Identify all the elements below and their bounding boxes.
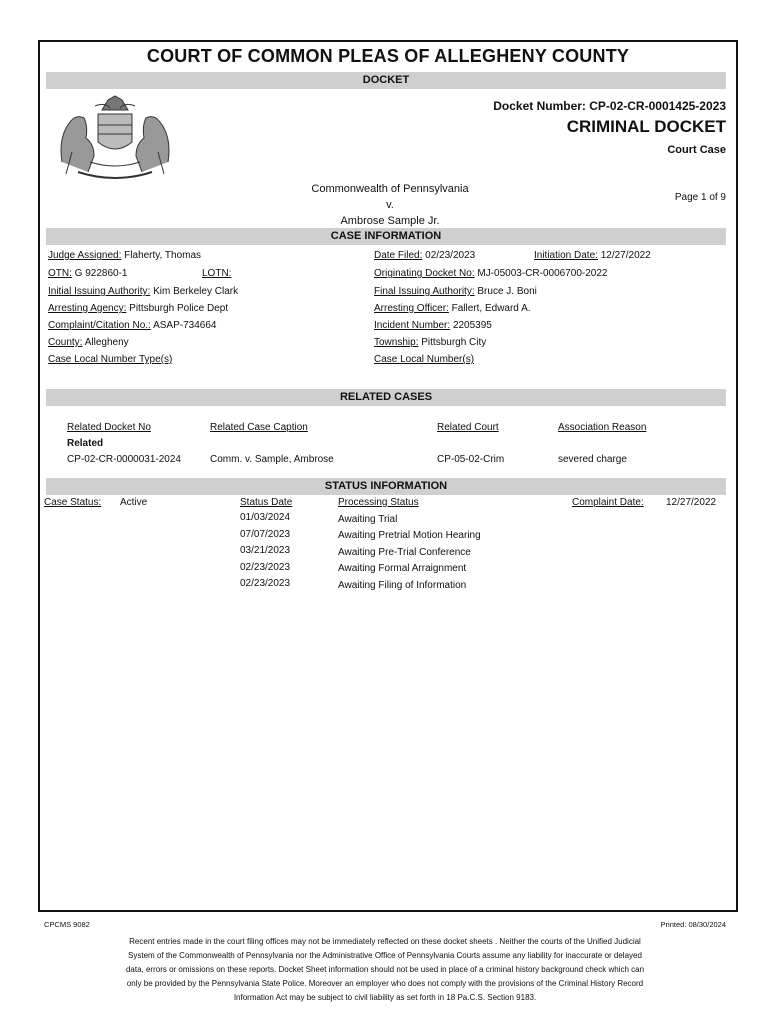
- status-date: 01/03/2024: [240, 512, 291, 523]
- disclaimer-line: only be provided by the Pennsylvania State Police. Moreover an employer who does not comply with the provisions of the Criminal History Record: [126, 979, 644, 988]
- processing-status: Awaiting Trial: [338, 514, 398, 525]
- status-date: 02/23/2023: [240, 578, 291, 589]
- col-status-date: Status Date: [240, 497, 293, 508]
- related-docket-value: CP-02-CR-0000031-2024: [67, 454, 181, 465]
- case-status-value: Active: [120, 497, 148, 508]
- lotn: LOTN:: [202, 268, 232, 279]
- processing-status: Awaiting Pretrial Motion Hearing: [338, 530, 481, 541]
- incident-number: Incident Number: 2205395: [374, 320, 492, 331]
- initial-issuing-authority: Initial Issuing Authority: Kim Berkeley Clark: [48, 286, 239, 297]
- case-local-number-type: Case Local Number Type(s): [48, 354, 173, 365]
- printed-date: Printed: 08/30/2024: [660, 920, 726, 929]
- processing-status: Awaiting Formal Arraignment: [338, 563, 467, 574]
- disclaimer-line: Recent entries made in the court filing offices may not be immediately reflected on these docket sheets . Neither the courts of the Unified Judicial: [129, 937, 641, 946]
- processing-status: Awaiting Filing of Information: [338, 580, 467, 591]
- status-information-bar: STATUS INFORMATION: [46, 478, 726, 495]
- page-indicator: Page 1 of 9: [674, 192, 726, 203]
- col-related-court: Related Court: [437, 422, 499, 433]
- disclaimer-line: Information Act may be subject to civil liability as set forth in 18 Pa.C.S. Section 9183.: [233, 993, 537, 1002]
- final-issuing-authority: Final Issuing Authority: Bruce J. Boni: [374, 286, 537, 297]
- caption-line-2: v.: [386, 199, 394, 211]
- col-related-caption: Related Case Caption: [210, 422, 308, 433]
- complaint-date-value: 12/27/2022: [666, 497, 717, 508]
- col-processing-status: Processing Status: [338, 497, 419, 508]
- court-title: COURT OF COMMON PLEAS OF ALLEGHENY COUNTY: [146, 46, 630, 66]
- docket-type: CRIMINAL DOCKET: [566, 117, 726, 136]
- processing-status: Awaiting Pre-Trial Conference: [338, 547, 471, 558]
- related-court-value: CP-05-02-Crim: [437, 454, 505, 465]
- related-group-label: Related: [67, 438, 104, 449]
- status-date: 02/23/2023: [240, 562, 291, 573]
- initiation-date: Initiation Date: 12/27/2022: [534, 250, 651, 261]
- col-association-reason: Association Reason: [558, 422, 647, 433]
- judge-assigned: Judge Assigned: Flaherty, Thomas: [48, 250, 202, 261]
- case-information-bar: CASE INFORMATION: [46, 228, 726, 245]
- arresting-officer: Arresting Officer: Fallert, Edward A.: [374, 303, 531, 314]
- complaint-citation: Complaint/Citation No.: ASAP-734664: [48, 320, 217, 331]
- col-related-docket: Related Docket No: [67, 422, 151, 433]
- originating-docket: Originating Docket No: MJ-05003-CR-0006700-2022: [374, 268, 608, 279]
- county: County: Allegheny: [48, 337, 129, 348]
- court-case-label: Court Case: [667, 144, 726, 156]
- case-local-number: Case Local Number(s): [374, 354, 475, 365]
- disclaimer: [60, 935, 710, 1005]
- docket-frame: [38, 40, 738, 912]
- related-cases-bar: RELATED CASES: [46, 389, 726, 406]
- case-status-label: Case Status:: [44, 497, 102, 508]
- docket-number: Docket Number: CP-02-CR-0001425-2023: [493, 99, 726, 113]
- date-filed: Date Filed: 02/23/2023: [374, 250, 476, 261]
- disclaimer-line: System of the Commonwealth of Pennsylvania nor the Administrative Office of Pennsylvania Courts assume any liability for inaccurate or delayed: [128, 951, 642, 960]
- association-reason-value: severed charge: [558, 454, 627, 465]
- caption-line-1: Commonwealth of Pennsylvania: [311, 183, 469, 195]
- disclaimer-line: data, errors or omissions on these reports. Docket Sheet information should not be used in place of a criminal history background check which can: [125, 965, 645, 974]
- caption-line-3: Ambrose Sample Jr.: [340, 215, 440, 227]
- complaint-date-label: Complaint Date:: [572, 497, 644, 508]
- township: Township: Pittsburgh City: [374, 337, 487, 348]
- otn: OTN: G 922860-1: [48, 268, 128, 279]
- docket-bar: DOCKET: [46, 72, 726, 89]
- status-date: 07/07/2023: [240, 529, 291, 540]
- pennsylvania-seal-icon: [50, 92, 180, 182]
- form-id: CPCMS 9082: [44, 920, 90, 929]
- related-caption-value: Comm. v. Sample, Ambrose: [210, 454, 334, 465]
- arresting-agency: Arresting Agency: Pittsburgh Police Dept: [48, 303, 229, 314]
- status-date: 03/21/2023: [240, 545, 291, 556]
